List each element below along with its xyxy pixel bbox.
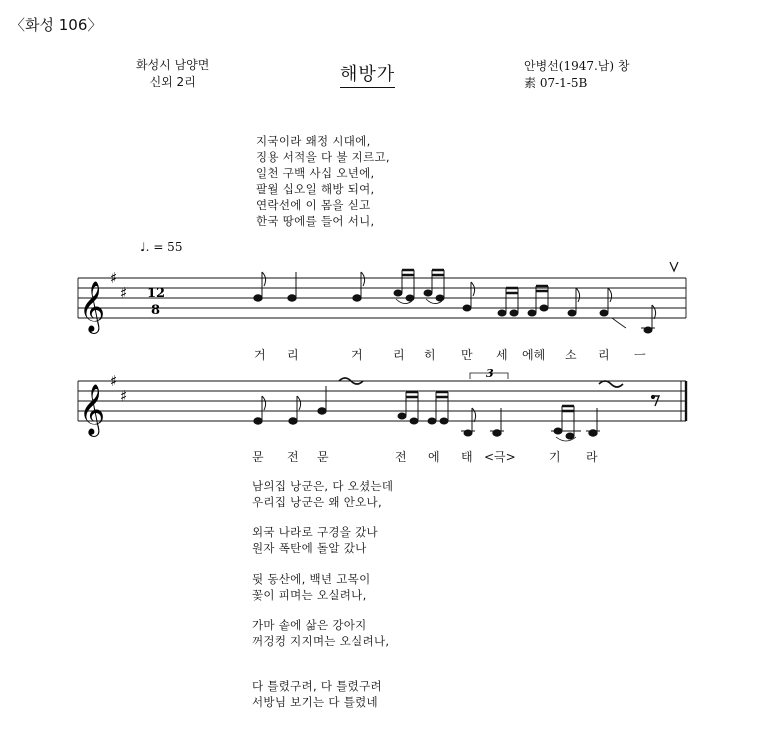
verse-line: 팔월 십오일 해방 되여, — [256, 182, 375, 196]
lyric-syllable: ㅡ — [634, 348, 646, 362]
verse-line: 징용 서적을 다 불 지르고, — [256, 150, 390, 164]
lyric-syllable: 거 — [351, 348, 363, 362]
lyric-syllable: 소 — [565, 348, 577, 362]
lyric-syllable: 히 — [424, 348, 436, 362]
lyric-syllable: 리 — [598, 348, 610, 362]
svg-text:♯: ♯ — [110, 372, 118, 390]
verse-line: 남의집 낭군은, 다 오셨는데 — [252, 479, 394, 493]
lyric-syllable: 세 — [496, 348, 508, 362]
verse-stanza — [252, 678, 382, 710]
singer-name: 안병선(1947.남) 창 — [524, 59, 630, 73]
time-signature-bottom: 8 — [151, 303, 161, 318]
verse-line: 원자 폭탄에 돌알 갔나 — [252, 541, 367, 555]
svg-text:♯: ♯ — [120, 284, 128, 302]
verse-stanza — [252, 524, 378, 556]
location-line-2: 신외 2리 — [149, 75, 196, 89]
dotted-quarter-note-icon: ♩. — [140, 240, 150, 254]
location-line-1: 화성시 남양면 — [136, 58, 210, 72]
lyric-syllable: 문 — [317, 450, 329, 464]
lyric-syllable: 만 — [461, 348, 473, 362]
lyric-syllable: 전 — [287, 450, 299, 464]
verse-line: 가마 솥에 삶은 강아지 — [252, 618, 367, 632]
catalog-number: 素 07-1-5B — [524, 76, 588, 90]
triplet-mark: 3 — [486, 367, 494, 380]
verse-line: 꽃이 피며는 오실려나, — [252, 588, 367, 602]
svg-text:♯: ♯ — [110, 269, 118, 287]
verse-line: 우리집 낭군은 왜 안오나, — [252, 495, 382, 509]
verse-line: 연락선에 이 몸을 싣고 — [256, 198, 371, 212]
svg-text:♯: ♯ — [120, 387, 128, 405]
staff-1 — [78, 278, 686, 318]
verse-line: 서방님 보기는 다 틀렸네 — [252, 695, 378, 709]
notes-line-2 — [254, 373, 659, 441]
lyric-syllable: 문 — [252, 450, 264, 464]
verse-stanza — [252, 571, 371, 603]
treble-clef-icon: 𝄞 — [79, 384, 106, 435]
lyric-syllable: 에 — [428, 450, 440, 464]
lyric-syllable: 전 — [395, 450, 407, 464]
lyric-syllable: 기 — [549, 450, 561, 464]
verse-line: 뒷 동산에, 백년 고목이 — [252, 572, 371, 586]
time-signature-top: 12 — [147, 286, 166, 301]
key-signature-icon — [110, 269, 127, 405]
staff-2 — [78, 381, 686, 421]
verse-line: 외국 나라로 구경을 갔나 — [252, 525, 378, 539]
verse-stanza — [252, 478, 393, 510]
lyric-syllable: <극> — [484, 450, 516, 464]
verse-line: 다 틀렸구려, 다 틀렸구려 — [252, 679, 382, 693]
song-title: 해방가 — [340, 60, 395, 88]
verse-line: 일천 구백 사십 오년에, — [256, 166, 375, 180]
collection-tag: 〈화성 106〉 — [10, 16, 103, 34]
verse-line: 한국 땅에를 들어 서니, — [256, 214, 375, 228]
lyric-syllable: 태 — [461, 450, 473, 464]
lyric-syllable: 리 — [393, 348, 405, 362]
lyric-syllable: 거 — [254, 348, 266, 362]
lyric-syllable: 리 — [287, 348, 299, 362]
notes-line-1 — [254, 262, 678, 333]
lyric-syllable: 에헤 — [522, 348, 546, 362]
treble-clef-icon: 𝄞 — [79, 281, 106, 332]
tempo-value: = 55 — [153, 240, 183, 254]
verse-line: 지국이라 왜정 시대에, — [256, 134, 371, 148]
verse-line: 꺼겅컹 지지며는 오실려나, — [252, 634, 390, 648]
lyric-syllable: 라 — [586, 450, 598, 464]
verse-stanza — [252, 617, 389, 649]
